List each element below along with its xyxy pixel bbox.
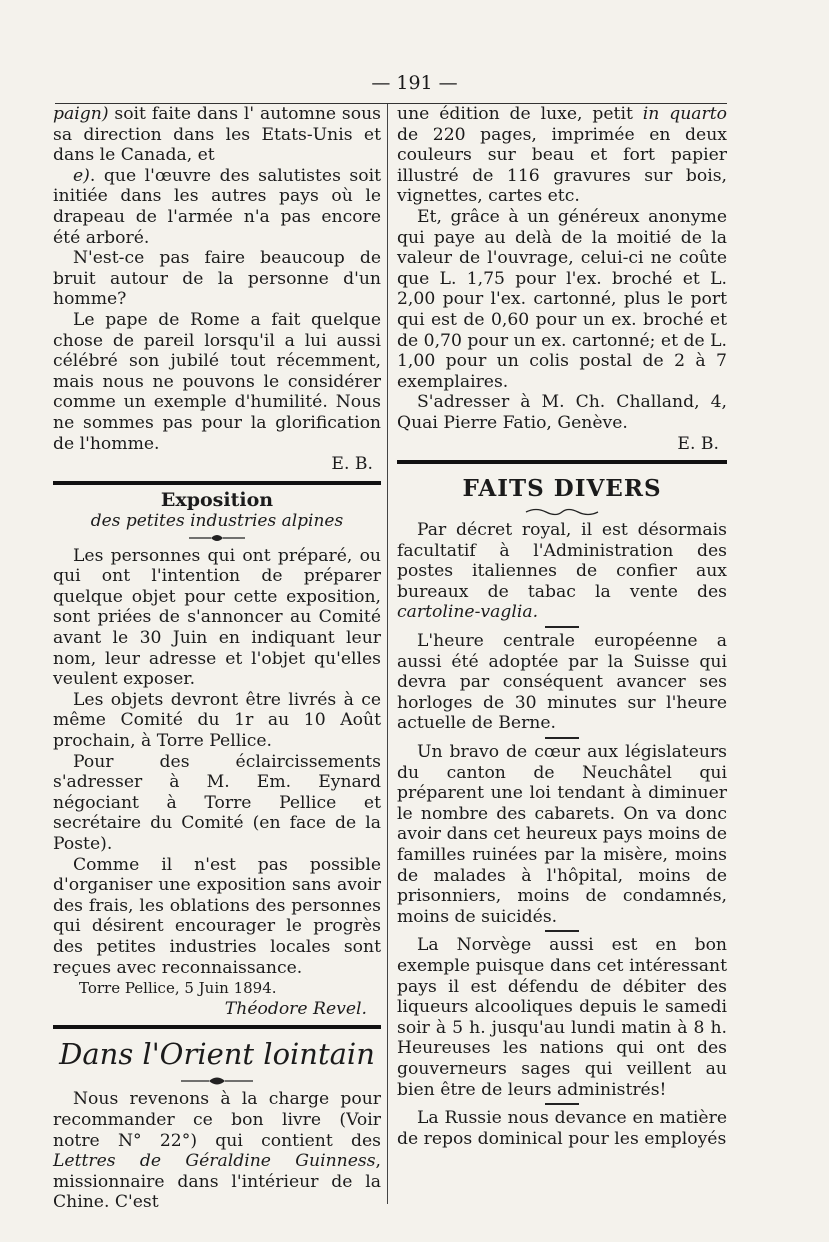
- paragraph: [53, 1089, 381, 1213]
- news-item: [397, 742, 727, 927]
- news-item: [397, 631, 727, 734]
- paragraph: Et, grâce à un généreux anonyme qui paye au delà de la moitié de la valeur de l'ouvrage, celui-ci ne coûte que L. 1,75 pour l'ex. broché et L. 2,00 pour l'ex. cartonné, plus le port qui est de 0,60 pour un ex. broché et de 0,70 pour un ex. cartonné; et de L. 1,00 pour un colis postal de 2 à 7 exemplaires.: [397, 206, 727, 392]
- text-run: Un bravo de cœur aux législateurs du canton de Neuchâtel qui préparent une loi tendant à diminuer le nombre des cabarets. On va donc avoir dans cet heureux pays moins de familles ruinées par la misère, moins de malades à l'hôpital, moins de prisonniers, moins de condamnés, moins de suicidés.: [397, 742, 727, 927]
- section-title: Dans l'Orient lointain: [59, 1037, 375, 1072]
- text-run: La Russie nous devance en matière de repos dominical pour les employés: [397, 1108, 727, 1149]
- signature: E. B.: [331, 454, 373, 475]
- text-run: La Norvège aussi est en bon exemple puisque dans cet intéressant pays il est défendu de débiter des liqueurs alcooliques depuis le samedi soir à 5 h. jusqu'au lundi matin à 8 h. Heureuses les nations qui ont des gouverneurs sages qui veillent au bien être de leurs administrés!: [397, 935, 727, 1100]
- paragraph: Le pape de Rome a fait quelque chose de pareil lorsqu'il a lui aussi célébré son jubilé tout récemment, mais nous ne pouvons le considérer comme un exemple d'humilité. Nous ne sommes pas pour la glorification de l'homme.: [53, 309, 381, 454]
- paragraph: Pour des éclaircissements s'adresser à M. Em. Eynard négociant à Torre Pellice et secrétaire du Comité (en face de la Poste).: [53, 751, 381, 854]
- italic-text: e): [73, 165, 90, 186]
- text-run: de 220 pages, imprimée en deux couleurs sur beau et fort papier illustré de 116 gravures sur bois, vignettes, cartes etc.: [397, 124, 727, 207]
- left-column: [53, 104, 381, 1213]
- paragraph: S'adresser à M. Ch. Challand, 4, Quai Pierre Fatio, Genève.: [397, 392, 727, 433]
- item-separator: [545, 1103, 579, 1105]
- ornament: [53, 1075, 381, 1089]
- text-run: L'heure centrale européenne a aussi été adoptée par la Suisse qui devra par conséquent avancer ses horloges de 30 minutes sur l'heure actuelle de Berne.: [397, 631, 727, 734]
- item-separator: [545, 626, 579, 628]
- paragraph: [397, 104, 727, 207]
- news-item: [397, 520, 727, 623]
- ornament: [53, 532, 381, 546]
- section-title: Exposition: [160, 488, 274, 511]
- section-rule: [53, 481, 381, 485]
- paragraph: [53, 104, 381, 166]
- dateline: Torre Pellice, 5 Juin 1894.: [79, 979, 277, 998]
- column-divider: [387, 104, 388, 1204]
- text-run: , missionnaire dans l'intérieur de la Chine. C'est: [53, 1151, 381, 1213]
- section-title: FAITS DIVERS: [462, 475, 662, 503]
- italic-text: in quarto: [642, 104, 727, 124]
- right-column: [397, 104, 727, 1149]
- italic-text: Lettres de Géraldine Guinness: [53, 1151, 376, 1172]
- paragraph: N'est-ce pas faire beaucoup de bruit autour de la personne d'un homme?: [53, 248, 381, 310]
- item-separator: [545, 737, 579, 739]
- news-item: [397, 1108, 727, 1149]
- paragraph: Comme il n'est pas possible d'organiser une exposition sans avoir des frais, les oblations des personnes qui désirent encourager le progrès des petites industries locales sont reçues avec reconnaissance.: [53, 854, 381, 978]
- ornament: [397, 506, 727, 520]
- italic-text: paign): [53, 104, 109, 124]
- paragraph: Les personnes qui ont préparé, ou qui ont l'intention de préparer quelque objet pour cette exposition, sont priées de s'annoncer au Comité avant le 30 Juin en indiquant leur nom, leur adresse et l'objet qu'elles veulent exposer.: [53, 545, 381, 690]
- section-rule: [397, 460, 727, 464]
- news-item: [397, 935, 727, 1100]
- section-rule: [53, 1025, 381, 1029]
- text-run: Nous revenons à la charge pour recommander ce bon livre (Voir notre N° 22°) qui contient des: [53, 1089, 381, 1151]
- paragraph: [53, 166, 381, 248]
- text-run: soit faite dans l' automne sous sa direction dans les Etats-Unis et dans le Canada, et: [53, 104, 381, 166]
- signature: Théodore Revel.: [224, 998, 367, 1019]
- item-separator: [545, 930, 579, 932]
- italic-text: cartoline-vaglia.: [397, 602, 539, 623]
- news-items: [397, 520, 727, 1149]
- text-run: une édition de luxe, petit: [397, 104, 643, 124]
- section-subtitle: des petites industries alpines: [90, 510, 344, 531]
- paragraph: Les objets devront être livrés à ce même Comité du 1r au 10 Août prochain, à Torre Pellice.: [53, 689, 381, 752]
- text-run: Par décret royal, il est désormais facultatif à l'Administration des postes italiennes de confier aux bureaux de tabac la vente des: [397, 520, 727, 602]
- signature: E. B.: [677, 433, 719, 454]
- page-number: — 191 —: [371, 72, 458, 94]
- text-run: . que l'œuvre des salutistes soit initiée dans les autres pays où le drapeau de l'armée n'a pas encore été arboré.: [53, 165, 381, 248]
